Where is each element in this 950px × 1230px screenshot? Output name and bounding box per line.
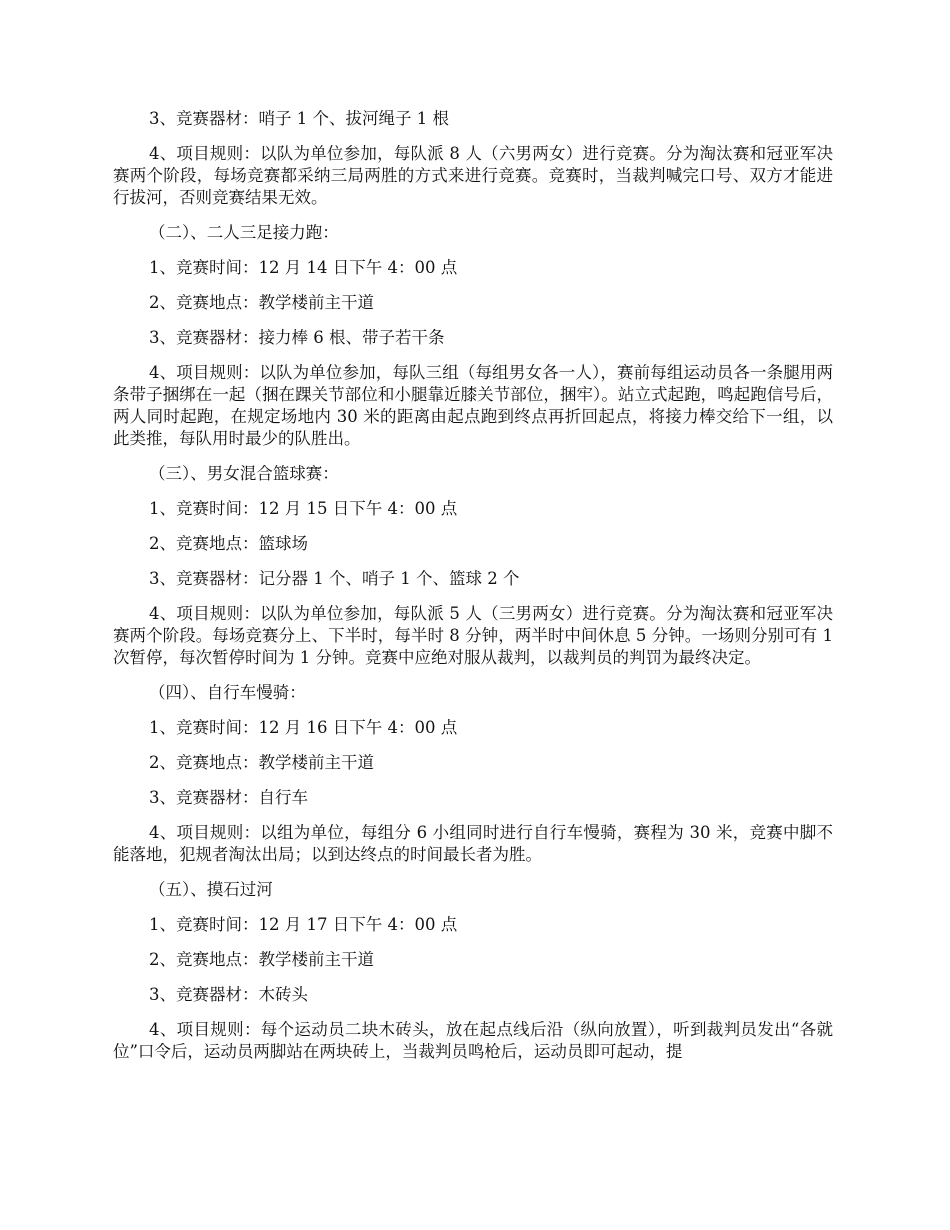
paragraph-rope-rules: 4、项目规则：以队为单位参加，每队派 8 人（六男两女）进行竞赛。分为淘汰赛和冠亚军决赛两个阶段，每场竞赛都采纳三局两胜的方式来进行竞赛。竞赛时，当裁判喊完口号、双方才能进行拔河，否则竞赛结果无效。	[113, 144, 833, 207]
section-heading-basketball: （三）、男女混合篮球赛：	[149, 464, 339, 483]
document-body	[113, 108, 833, 1063]
paragraph-relay-time: 1、竞赛时间：12 月 14 日下午 4：00 点	[149, 258, 458, 277]
paragraph-rope-equipment: 3、竞赛器材：哨子 1 个、拔河绳子 1 根	[149, 109, 449, 128]
section-heading-stepping-stones: （五）、摸石过河	[149, 880, 273, 899]
paragraph-basketball-time: 1、竞赛时间：12 月 15 日下午 4：00 点	[149, 499, 458, 518]
paragraph-relay-rules: 4、项目规则：以队为单位参加，每队三组（每组男女各一人），赛前每组运动员各一条腿用两条带子捆绑在一起（捆在踝关节部位和小腿靠近膝关节部位，捆牢）。站立式起跑，鸣起跑信号后，两人同时起跑，在规定场地内 30 米的距离由起点跑到终点再折回起点，将接力棒交给下一组，以此类推，每队用时最少的队胜出。	[113, 363, 833, 448]
paragraph-bicycle-equipment: 3、竞赛器材：自行车	[149, 788, 308, 807]
paragraph-stones-time: 1、竞赛时间：12 月 17 日下午 4：00 点	[149, 915, 458, 934]
paragraph-basketball-rules: 4、项目规则：以队为单位参加，每队派 5 人（三男两女）进行竞赛。分为淘汰赛和冠亚军决赛两个阶段。每场竞赛分上、下半时，每半时 8 分钟，两半时中间休息 5 分钟。一场则分别可有 1 次暂停，每次暂停时间为 1 分钟。竞赛中应绝对服从裁判，以裁判员的判罚为最终决定。	[113, 604, 833, 667]
paragraph-relay-equipment: 3、竞赛器材：接力棒 6 根、带子若干条	[149, 328, 445, 347]
paragraph-stones-location: 2、竞赛地点：教学楼前主干道	[149, 950, 374, 969]
section-heading-three-legged-relay: （二）、二人三足接力跑：	[149, 223, 339, 242]
paragraph-stones-rules: 4、项目规则：每个运动员二块木砖头，放在起点线后沿（纵向放置），听到裁判员发出“各就位”口令后，运动员两脚站在两块砖上，当裁判员鸣枪后，运动员即可起动，提	[113, 1020, 833, 1061]
paragraph-bicycle-rules: 4、项目规则：以组为单位，每组分 6 小组同时进行自行车慢骑，赛程为 30 米，竞赛中脚不能落地，犯规者淘汰出局；以到达终点的时间最长者为胜。	[113, 823, 833, 864]
paragraph-bicycle-time: 1、竞赛时间：12 月 16 日下午 4：00 点	[149, 718, 458, 737]
paragraph-basketball-location: 2、竞赛地点：篮球场	[149, 534, 308, 553]
paragraph-basketball-equipment: 3、竞赛器材：记分器 1 个、哨子 1 个、篮球 2 个	[149, 569, 520, 588]
paragraph-stones-equipment: 3、竞赛器材：木砖头	[149, 985, 308, 1004]
paragraph-bicycle-location: 2、竞赛地点：教学楼前主干道	[149, 753, 374, 772]
section-heading-slow-bicycle: （四）、自行车慢骑：	[149, 683, 306, 702]
paragraph-relay-location: 2、竞赛地点：教学楼前主干道	[149, 293, 374, 312]
